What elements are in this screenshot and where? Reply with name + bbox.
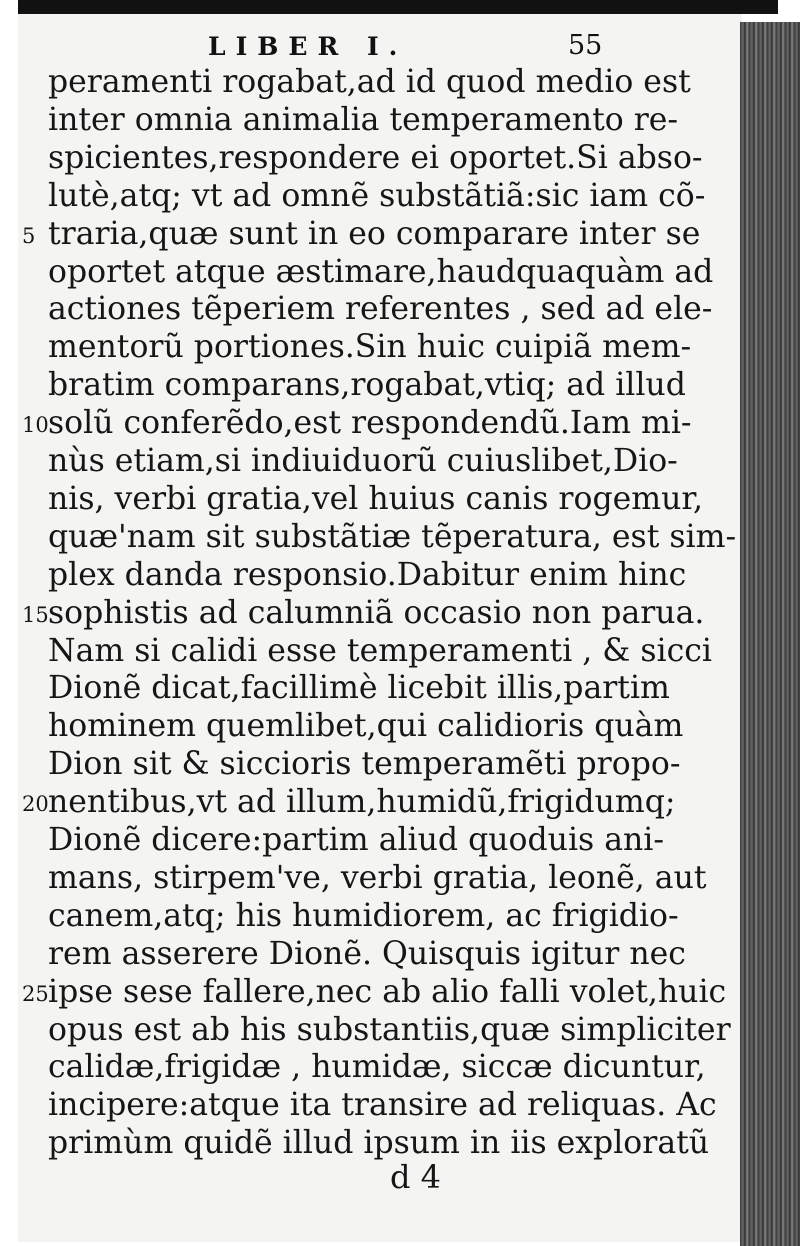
text-line: nentibus,vt ad illum,humidũ,frigidumq; bbox=[48, 784, 676, 821]
text-line: hominem quemlibet,qui calidioris quàm bbox=[48, 708, 684, 745]
text-line: sophistis ad calumniã occasio non parua. bbox=[48, 594, 705, 631]
text-line: nis, verbi gratia,vel huius canis rogemur, bbox=[48, 480, 704, 517]
margin-line-number: 25 bbox=[22, 981, 49, 1006]
book-page bbox=[18, 14, 742, 1242]
text-line: Dionẽ dicere:partim aliud quoduis ani- bbox=[48, 822, 664, 858]
text-line: mentorũ portiones.Sin huic cuipiã mem- bbox=[48, 329, 692, 366]
text-line: rem asserere Dionẽ. Quisquis igitur nec bbox=[48, 935, 686, 972]
text-line: spicientes,respondere ei oportet.Si abso- bbox=[48, 139, 703, 176]
margin-line-number: 20 bbox=[22, 792, 49, 817]
text-line: calidæ,frigidæ , humidæ, siccæ dicuntur, bbox=[48, 1049, 706, 1086]
text-line: ipse sese fallere,nec ab alio falli volet,huic bbox=[48, 973, 727, 1010]
text-line: solũ conferẽdo,est respondendũ.Iam mi- bbox=[48, 405, 692, 442]
text-line: inter omnia animalia temperamento re- bbox=[48, 101, 679, 138]
margin-line-number: 10 bbox=[22, 413, 49, 438]
text-line: traria,quæ sunt in eo comparare inter se bbox=[48, 215, 701, 252]
text-line: primùm quidẽ illud ipsum in iis exploratũ bbox=[48, 1125, 710, 1162]
text-line: canem,atq; his humidiorem, ac frigidio- bbox=[48, 897, 679, 934]
text-line: peramenti rogabat,ad id quod medio est bbox=[48, 64, 691, 100]
text-line: Dion sit & siccioris temperamẽti propo- bbox=[48, 746, 681, 783]
text-line: actiones tẽperiem referentes , sed ad ele- bbox=[48, 291, 713, 328]
text-line: bratim comparans,rogabat,vtiq; ad illud bbox=[48, 367, 686, 404]
stacked-page-edges bbox=[740, 22, 800, 1246]
signature-mark: d 4 bbox=[390, 1158, 442, 1196]
top-dark-edge bbox=[18, 0, 778, 14]
text-line: Dionẽ dicat,facillimè licebit illis,partim bbox=[48, 670, 670, 707]
text-line: nùs etiam,si indiuiduorũ cuiuslibet,Dio- bbox=[48, 443, 678, 479]
margin-line-number: 5 bbox=[22, 223, 36, 248]
margin-line-number: 15 bbox=[22, 602, 49, 627]
text-line: Nam si calidi esse temperamenti , & sicci bbox=[48, 632, 712, 669]
text-line: quæ'nam sit substãtiæ tẽperatura, est sim- bbox=[48, 518, 737, 555]
text-line: mans, stirpem've, verbi gratia, leonẽ, aut bbox=[48, 859, 707, 896]
text-line: lutè,atq; vt ad omnẽ substãtiã:sic iam cõ- bbox=[48, 177, 706, 214]
text-line: plex danda responsio.Dabitur enim hinc bbox=[48, 556, 687, 593]
page-number: 55 bbox=[568, 30, 603, 61]
running-title: LIBER I. bbox=[208, 32, 408, 61]
text-line: opus est ab his substantiis,quæ simpliciter bbox=[48, 1011, 731, 1048]
text-line: oportet atque æstimare,haudquaquàm ad bbox=[48, 253, 714, 290]
text-line: incipere:atque ita transire ad reliquas. Ac bbox=[48, 1087, 717, 1124]
